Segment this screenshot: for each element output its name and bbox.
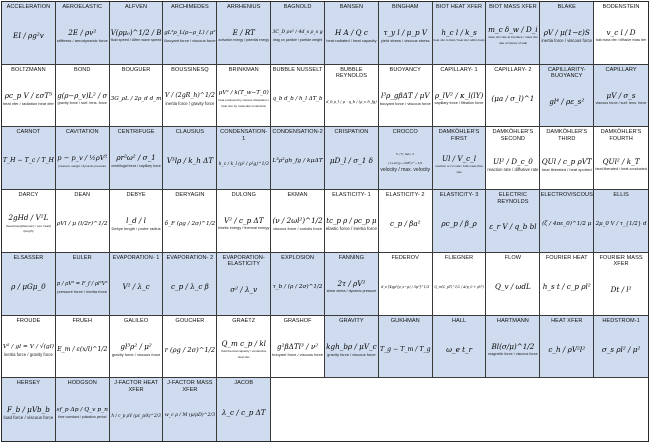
table-cell bbox=[163, 2, 217, 65]
number-name: FOURIER HEAT bbox=[545, 254, 588, 261]
table-cell bbox=[110, 2, 164, 65]
number-formula: δ_F (ρg / 2σ)^1/2 bbox=[164, 221, 216, 228]
table-cell bbox=[486, 65, 540, 128]
table-cell bbox=[2, 127, 56, 190]
number-ratio: inertia force / viscous force bbox=[541, 38, 593, 44]
number-ratio: drag on particle / particle weight bbox=[272, 38, 323, 43]
number-name: ACCELERATION bbox=[6, 4, 51, 10]
number-formula: l_d / l bbox=[126, 216, 146, 226]
number-name: ELASTICITY- 2 bbox=[385, 192, 425, 199]
number-formula: h / c_p ρV (μc_p/k)^2/3 bbox=[111, 412, 161, 418]
number-ratio: gravity force / surf. tens. force bbox=[57, 100, 107, 105]
table-cell bbox=[540, 190, 594, 253]
number-ratio: (head loss)(diameter) / (vel. head)(length) bbox=[5, 223, 51, 234]
table-cell bbox=[325, 65, 379, 128]
number-ratio: heat produced by viscous dissipation / heat xfer by molecular conduction bbox=[218, 98, 270, 108]
table-cell bbox=[163, 65, 217, 128]
table-cell bbox=[110, 127, 164, 190]
number-formula: d_b ρ_l / μ · q_b / (ρ_v h_fg) bbox=[326, 99, 377, 104]
number-formula: q_b d_b / h_l ΔT_b bbox=[272, 95, 323, 102]
number-formula: 3C_D ρv² / 4d_s ρ_s g bbox=[272, 30, 323, 36]
table-cell bbox=[217, 127, 271, 190]
number-name: ELSASSER bbox=[13, 254, 44, 261]
table-cell bbox=[325, 127, 379, 190]
table-cell bbox=[110, 65, 164, 128]
table-cell bbox=[433, 253, 487, 316]
number-ratio: shear stress / dynamic pressure bbox=[326, 289, 377, 294]
table-cell bbox=[271, 127, 325, 190]
number-formula: μV / σ_s bbox=[606, 90, 636, 100]
table-cell bbox=[486, 316, 540, 379]
number-name: BIOT HEAT XFER bbox=[436, 4, 483, 10]
number-ratio: time constant / pulsation period bbox=[58, 415, 107, 420]
number-name: DARCY bbox=[18, 192, 39, 199]
table-cell bbox=[540, 65, 594, 128]
number-name: DULONG bbox=[231, 192, 256, 199]
number-name: CLAUSIUS bbox=[175, 129, 205, 136]
number-formula: Ul² / D_c_0 bbox=[493, 156, 533, 166]
table-cell bbox=[110, 316, 164, 379]
number-name: CENTRIFUGE bbox=[117, 129, 155, 136]
number-formula: gl⁴ / ρε_s² bbox=[549, 96, 585, 106]
number-name: BUBBLE REYNOLDS bbox=[335, 66, 367, 80]
number-ratio: velocity / max. velocity bbox=[380, 166, 431, 173]
table-cell bbox=[271, 65, 325, 128]
table-cell bbox=[379, 2, 433, 65]
number-formula: V² / λ_c bbox=[122, 281, 150, 291]
table-cell bbox=[217, 65, 271, 128]
number-formula: T_H − T_c / T_H bbox=[2, 157, 54, 165]
number-formula: V(ρμ₀)^1/2 / B bbox=[110, 29, 162, 38]
number-formula: sf_p Δp / Q_v p_n bbox=[56, 405, 108, 413]
table-cell bbox=[486, 253, 540, 316]
number-ratio: mass xfer rate at interface / mass xfer rate of interior of wall bbox=[487, 35, 538, 46]
number-name: BINGHAM bbox=[392, 4, 419, 10]
number-formula: τ_y l / μ_p V bbox=[383, 28, 428, 38]
number-name: FOURIER MASS XFER bbox=[599, 254, 643, 268]
number-ratio: inertia force / gravity force bbox=[3, 351, 53, 357]
number-formula: 2E / ρv² bbox=[68, 28, 97, 38]
number-name: CONDENSATION-2 bbox=[272, 129, 323, 136]
number-name: EVAPORATION- 2 bbox=[166, 254, 214, 261]
table-cell bbox=[217, 316, 271, 379]
number-name: HERSEY bbox=[16, 380, 41, 387]
number-name: CRISPATION bbox=[334, 129, 369, 136]
number-name: BODENSTEIN bbox=[602, 4, 640, 10]
number-ratio: inertia force / gravity force bbox=[165, 100, 215, 106]
number-ratio: heat radiated / heat capacity bbox=[326, 38, 377, 44]
number-formula: l³ρ_gβΔT / μV bbox=[380, 90, 430, 100]
table-cell bbox=[486, 190, 540, 253]
number-formula: E_m / ε(x/l)^1/2 bbox=[57, 345, 108, 353]
number-ratio: Bouyant force / viscous force bbox=[164, 38, 216, 44]
number-formula: g²βΔTl³ / ν² bbox=[277, 341, 319, 351]
number-ratio: gravity force / viscous force bbox=[327, 351, 376, 357]
table-cell bbox=[594, 2, 648, 65]
number-name: ELLIS bbox=[613, 192, 629, 199]
table-cell bbox=[325, 2, 379, 65]
number-formula: ρ_lV² / κ_l(lY) bbox=[434, 90, 484, 100]
table-cell bbox=[163, 127, 217, 190]
number-name: BOUSSINESQ bbox=[171, 66, 209, 73]
table-cell bbox=[56, 2, 110, 65]
number-name: EVAPORATION- 1 bbox=[112, 254, 160, 261]
number-name: ARRHENIUS bbox=[227, 4, 261, 10]
number-formula: QUl² / k_T bbox=[602, 156, 640, 166]
table-cell bbox=[271, 2, 325, 65]
table-cell bbox=[540, 127, 594, 190]
number-name: HEAT XFER bbox=[551, 317, 583, 324]
number-name: HARTMANN bbox=[496, 317, 529, 324]
number-formula: 3G_ρL / 2ρ_d d_m bbox=[110, 95, 162, 102]
number-formula: 2gHd / V²L bbox=[8, 213, 49, 223]
table-cell bbox=[56, 65, 110, 128]
table-cell bbox=[2, 253, 56, 316]
number-formula: ρc_p / β_ρ bbox=[441, 219, 477, 229]
number-name: EULER bbox=[72, 254, 92, 261]
number-ratio: pressure force / inertia force bbox=[57, 289, 108, 295]
number-name: ELECTRIC REYNOLDS bbox=[497, 192, 529, 205]
number-name: CARNOT bbox=[16, 129, 41, 136]
number-formula: V³lρ / k_h ΔT bbox=[166, 156, 214, 166]
number-formula: gl³ρ² / μ² bbox=[120, 341, 152, 351]
number-formula: 2μ_0 V / τ_{1/2} d bbox=[595, 221, 647, 228]
number-name: ELECTROVISCOUS bbox=[540, 192, 593, 199]
number-ratio: centrifugal force / capillary force bbox=[111, 163, 161, 168]
number-formula: V / (2gR_h)^1/2 bbox=[164, 91, 215, 99]
number-ratio: Debye length / probe radius bbox=[111, 226, 161, 232]
table-cell bbox=[163, 316, 217, 379]
number-ratio: capillary force / filtration force bbox=[434, 100, 484, 105]
number-formula: V² / gl = V / √(gl) bbox=[2, 342, 54, 350]
table-cell bbox=[594, 127, 648, 190]
number-name: FLOW bbox=[504, 254, 522, 261]
table-cell bbox=[271, 190, 325, 253]
number-name: DAMKÖHLER'S FOURTH bbox=[600, 129, 642, 142]
table-cell bbox=[379, 127, 433, 190]
number-name: EXPLOSION bbox=[281, 254, 314, 261]
number-formula: Q_v / ωdL bbox=[495, 281, 531, 291]
number-formula: kgh_bρ / μV_c bbox=[326, 341, 377, 351]
number-formula: L³ρ²gh_fg / kμΔT bbox=[272, 157, 323, 165]
number-ratio: activation energy / potential energy bbox=[218, 38, 269, 43]
table-cell bbox=[163, 378, 217, 441]
number-formula: H A / Q c bbox=[334, 28, 368, 38]
table-cell bbox=[217, 378, 271, 441]
number-ratio: bulk mass xfer / diffusive mass xfer bbox=[595, 38, 647, 43]
number-name: DERYAGIN bbox=[175, 192, 205, 199]
table-cell bbox=[325, 190, 379, 253]
table-cell bbox=[379, 190, 433, 253]
number-name: CROCCO bbox=[392, 129, 418, 136]
number-formula: 2τ / ρV² bbox=[337, 278, 366, 288]
table-cell bbox=[217, 190, 271, 253]
number-name: HEDSTROM-1 bbox=[602, 317, 640, 324]
number-name: BANSEN bbox=[339, 4, 364, 10]
table-cell bbox=[594, 65, 648, 128]
number-ratio: heat xfer / radiation heat xfer bbox=[2, 100, 54, 106]
number-formula: Bl(σ/μ)^1/2 bbox=[491, 341, 535, 351]
table-cell bbox=[110, 190, 164, 253]
number-name: HODGSON bbox=[67, 380, 97, 387]
number-ratio: viscous force / surf. tens. force bbox=[595, 100, 647, 105]
number-name: FRUEH bbox=[72, 317, 92, 324]
number-name: CAPILLARITY-BUOYANCY bbox=[547, 66, 586, 80]
number-name: BUBBLE NUSSELT bbox=[272, 66, 323, 73]
number-formula: gL³ρ_L(ρ−ρ_L) / μ² bbox=[164, 30, 216, 37]
number-formula: p / ρV² = F_f / ρl²V² bbox=[56, 280, 108, 287]
number-ratio: heat liberated / heat xported bbox=[541, 166, 592, 172]
table-cell bbox=[433, 65, 487, 128]
number-formula: Dt / l² bbox=[610, 285, 632, 294]
number-ratio: viscous force / coriolis force bbox=[273, 226, 323, 232]
number-ratio: bouyant force / viscous force bbox=[272, 351, 324, 357]
number-formula: ρV / μ(1−ε)S bbox=[543, 28, 590, 38]
number-formula: (ζ / 4πε_0)^1/2 μ bbox=[542, 221, 592, 228]
number-formula: (μa / σ_l)^1 bbox=[491, 93, 535, 103]
number-formula: V² / c_p ΔT bbox=[223, 216, 264, 226]
number-formula: h_c l / k_s bbox=[441, 28, 477, 38]
number-formula: r (ρg / 2σ)^1/2 bbox=[164, 345, 216, 354]
table-cell bbox=[379, 253, 433, 316]
table-cell bbox=[217, 2, 271, 65]
number-name: GOUCHER bbox=[175, 317, 205, 324]
table-cell bbox=[379, 316, 433, 379]
number-name: CAPILLARY bbox=[605, 66, 637, 73]
number-ratio: kinetic energy / thermal energy bbox=[218, 226, 270, 231]
number-name: J-FACTOR HEAT XFER bbox=[114, 380, 159, 393]
number-formula: σ² / λ_v bbox=[230, 285, 258, 294]
number-ratio: yield stress / viscous stress bbox=[381, 38, 430, 44]
table-cell bbox=[271, 316, 325, 379]
number-formula: Q_m(C_pT)^1/2 / A(p_0 + ρV²) bbox=[434, 284, 484, 289]
number-name: BAGNOLD bbox=[283, 4, 312, 10]
number-ratio: elastic force / inertia force bbox=[325, 226, 378, 232]
number-ratio: pressure margin / dynamic pressure bbox=[58, 163, 107, 168]
number-ratio: fluid speed / Alfen wave speed bbox=[110, 38, 162, 43]
number-name: ALFVEN bbox=[125, 4, 148, 10]
number-name: ARCHIMEDES bbox=[171, 4, 209, 10]
number-name: JACOB bbox=[234, 380, 254, 387]
number-formula: μD_l / σ_1 δ bbox=[329, 156, 373, 166]
table-cell bbox=[540, 2, 594, 65]
number-name: CAPILLARY- 1 bbox=[440, 66, 478, 73]
number-formula: τ_b / (ρ / 2σ)^1/2 bbox=[272, 283, 323, 290]
number-formula: ρr²ω² / σ_1 bbox=[116, 153, 156, 163]
number-name: FLIEGNER bbox=[444, 254, 474, 261]
number-formula: σ_s ρl² / μ² bbox=[601, 344, 641, 354]
number-name: CAPILLARY- 2 bbox=[494, 66, 532, 73]
number-name: DEBYE bbox=[126, 192, 146, 199]
table-cell bbox=[56, 378, 110, 441]
table-cell bbox=[56, 190, 110, 253]
table-cell bbox=[433, 127, 487, 190]
number-formula: λ_c / c_p ΔT bbox=[221, 407, 266, 417]
table-cell bbox=[486, 2, 540, 65]
number-formula: QUl / c_p ρVT bbox=[541, 156, 592, 166]
table-cell bbox=[379, 65, 433, 128]
number-formula: ρc_p V / εσT³ bbox=[4, 90, 53, 100]
table-cell bbox=[433, 316, 487, 379]
number-name: GRAVITY bbox=[339, 317, 364, 324]
number-name: HALL bbox=[451, 317, 467, 324]
table-cell bbox=[2, 316, 56, 379]
table-cell bbox=[56, 253, 110, 316]
number-formula: Ul / V_c_l bbox=[442, 153, 477, 163]
number-name: AEROELASTIC bbox=[62, 4, 103, 10]
number-name: DAMKÖHLER'S THIRD bbox=[546, 129, 588, 142]
table-cell bbox=[217, 253, 271, 316]
table-cell bbox=[271, 253, 325, 316]
number-formula: ρVl / μ (l/2r)^1/2 bbox=[56, 220, 108, 228]
table-cell bbox=[2, 378, 56, 441]
number-name: BUOYANCY bbox=[389, 66, 421, 73]
number-formula: d_e [4gρ²(ρ_s−ρ) / 3μ²]^1/3 bbox=[381, 284, 430, 289]
number-name: GRASHOF bbox=[283, 317, 312, 324]
number-ratio: heat liberated / heat conducted bbox=[595, 166, 647, 171]
number-name: FROUDE bbox=[16, 317, 41, 324]
table-cell bbox=[2, 2, 56, 65]
number-name: ELASTICITY- 3 bbox=[439, 192, 479, 199]
table-cell bbox=[433, 190, 487, 253]
number-formula: c_p / λ_c β bbox=[170, 281, 209, 291]
number-formula: EI / ρg²v bbox=[12, 30, 44, 40]
number-name: FEDEROV bbox=[391, 254, 419, 261]
number-name: DEAN bbox=[74, 192, 91, 199]
number-formula: μV² / k(T_w−T_0) bbox=[218, 89, 269, 96]
number-formula: ε_r V / q_b bl bbox=[489, 222, 537, 232]
number-formula: c_p / βa² bbox=[389, 219, 421, 229]
number-name: GALILEO bbox=[123, 317, 149, 324]
table-cell bbox=[110, 253, 164, 316]
table-cell bbox=[594, 253, 648, 316]
number-name: CONDENSATION- 1 bbox=[220, 129, 268, 142]
number-name: DAMKÖHLER'S FIRST bbox=[438, 129, 480, 142]
number-name: BOLTZMANN bbox=[11, 66, 46, 73]
number-formula: m_c δ_w / D_i bbox=[488, 25, 538, 35]
number-name: FANNING bbox=[338, 254, 365, 261]
number-ratio: heat xfer to fluid / heat xfer within body bbox=[433, 38, 485, 43]
number-formula: p − p_v / ½ρV² bbox=[57, 154, 108, 163]
number-name: BOUGUER bbox=[121, 66, 151, 73]
number-formula: T_g − T_m / T_g bbox=[379, 345, 431, 353]
table-cell bbox=[163, 253, 217, 316]
number-formula: ω_e t_r bbox=[446, 344, 473, 354]
number-formula: h_c / k_l (μ² / ρ²g)^1/3 bbox=[218, 161, 269, 167]
number-name: J-FACTOR MASS XFER bbox=[167, 380, 213, 393]
number-name: CAVITATION bbox=[65, 129, 99, 136]
number-name: EKMAN bbox=[287, 192, 308, 199]
table-cell bbox=[486, 127, 540, 190]
number-name: GRAETZ bbox=[232, 317, 256, 324]
number-ratio: load force / viscous force bbox=[3, 415, 54, 421]
number-formula: v_c l / D bbox=[606, 28, 636, 38]
table-cell bbox=[325, 253, 379, 316]
table-cell bbox=[325, 316, 379, 379]
number-formula: (ν / 2ωl²)^1/2 bbox=[272, 216, 323, 226]
number-formula: g(ρ−ρ_v)L² / σ bbox=[57, 91, 108, 100]
number-name: BOND bbox=[74, 66, 91, 73]
number-name: GUKHMAN bbox=[390, 317, 420, 324]
number-name: EVAPORATION-ELASTICITY bbox=[222, 254, 265, 268]
number-ratio: magnetic force / viscous force bbox=[488, 351, 538, 356]
table-cell bbox=[540, 253, 594, 316]
number-name: BIOT MASS XFER bbox=[489, 4, 537, 10]
number-name: ELASTICITY- 1 bbox=[332, 192, 371, 199]
table-cell bbox=[2, 190, 56, 253]
number-ratio: fluid thermal capacity / conductive heat xfer bbox=[221, 348, 267, 359]
number-formula: ρ / μGμ_0 bbox=[11, 281, 46, 291]
table-cell bbox=[540, 316, 594, 379]
number-formula: Q_m c_p / kl bbox=[221, 338, 266, 348]
number-formula: E / RT bbox=[232, 28, 255, 38]
number-formula: c_h / ρV²l² bbox=[548, 344, 586, 354]
table-cell bbox=[110, 378, 164, 441]
number-ratio: reaction rate / diffusive rate bbox=[487, 166, 539, 172]
number-name: BRINKMAN bbox=[228, 66, 259, 73]
number-formula: tc_p ρ / ρc_p μ bbox=[326, 217, 377, 226]
number-ratio: bouyant force / viscous force bbox=[379, 100, 431, 106]
number-formula: V / V_max = (1+2/((γ−1)M²))^−1/2 bbox=[388, 152, 423, 165]
number-ratio: reaction or rxn rate / bulk mass flow rate bbox=[435, 163, 483, 174]
table-cell bbox=[56, 127, 110, 190]
table-cell bbox=[594, 316, 648, 379]
number-ratio: gravity force / viscous force bbox=[111, 351, 161, 357]
table-cell bbox=[2, 65, 56, 128]
table-cell bbox=[594, 190, 648, 253]
number-formula: w_c ρ / M (μ/ρD)^2/3 bbox=[164, 412, 216, 418]
number-ratio: stiffness / aerodynamic force bbox=[56, 38, 108, 44]
table-cell bbox=[56, 316, 110, 379]
table-cell bbox=[163, 190, 217, 253]
number-formula: F_b / μVb_b bbox=[6, 404, 50, 414]
table-cell bbox=[433, 2, 487, 65]
dimensionless-numbers-table bbox=[1, 1, 649, 442]
number-formula: h_s t / c_p ρl² bbox=[542, 281, 591, 291]
number-name: DAMKÖHLER'S SECOND bbox=[492, 129, 534, 142]
number-name: BLAKE bbox=[557, 4, 576, 10]
